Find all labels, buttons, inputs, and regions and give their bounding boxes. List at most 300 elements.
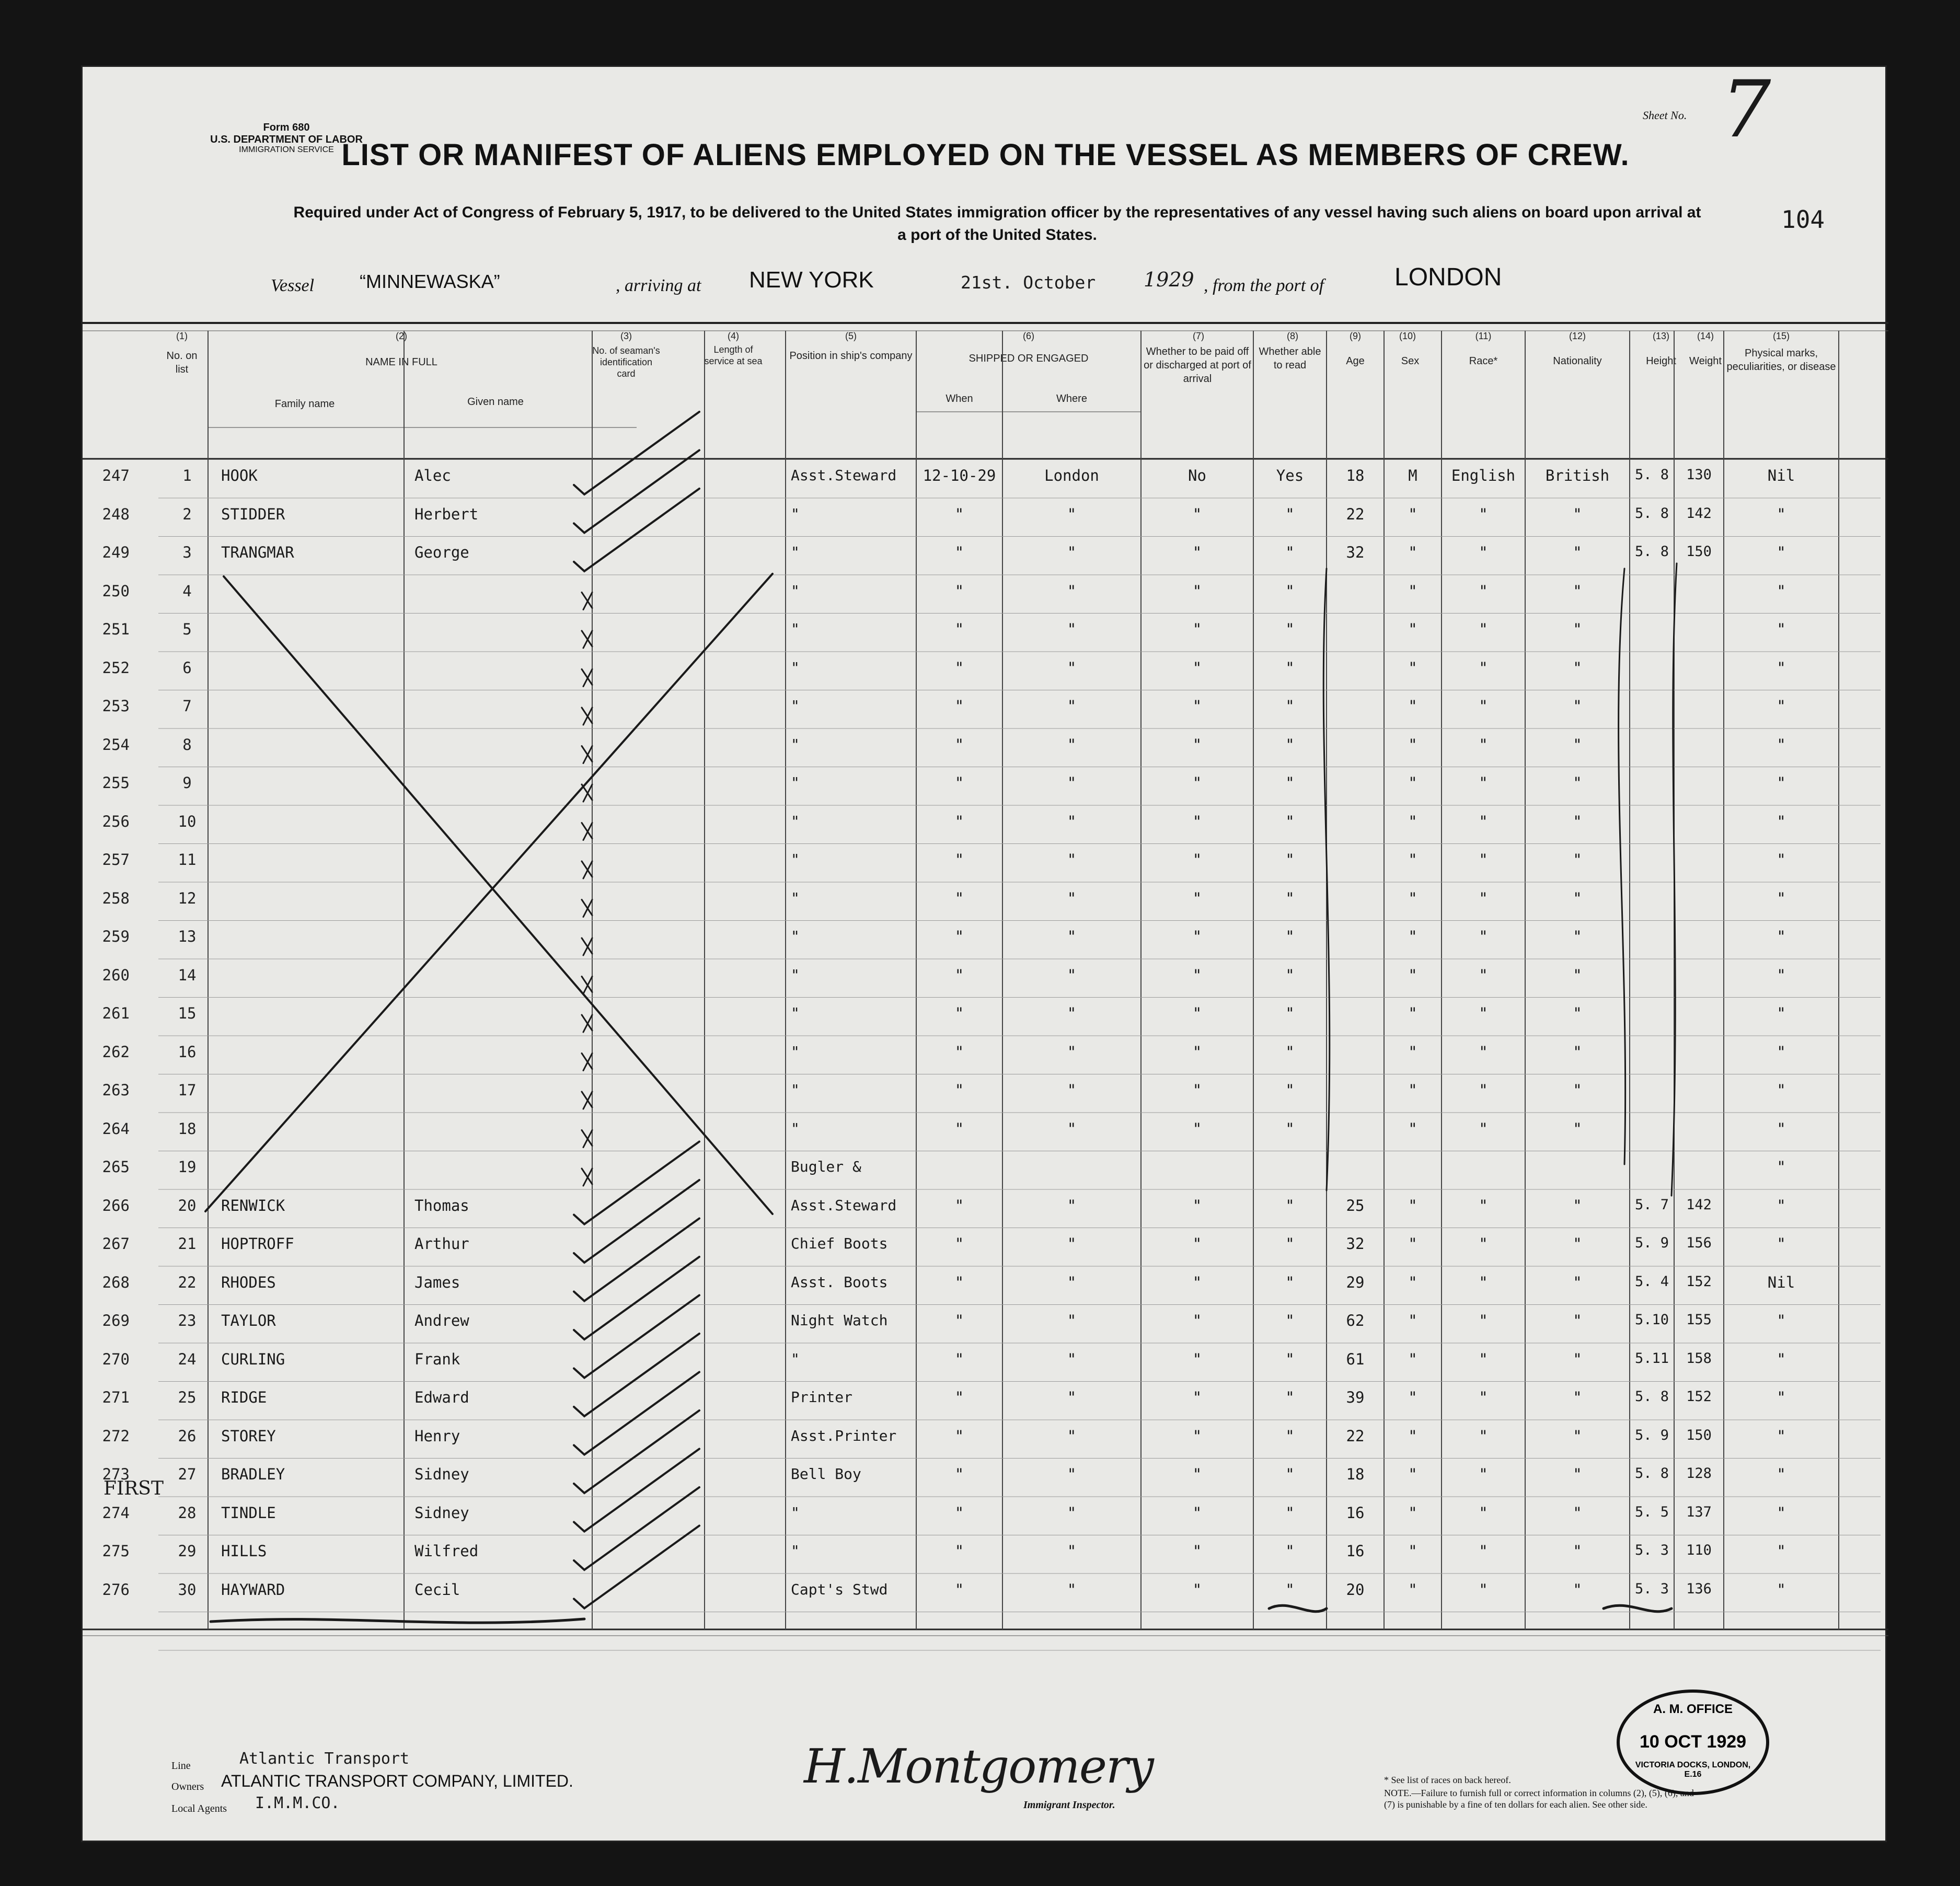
seq-number: 261 (102, 1004, 130, 1022)
position: " (791, 1350, 800, 1368)
sex: " (1408, 1312, 1417, 1329)
sex: " (1408, 1119, 1417, 1138)
paid-off: " (1192, 774, 1202, 792)
physical-marks: " (1777, 582, 1786, 600)
seq-number: 260 (102, 966, 130, 984)
page-title: LIST OR MANIFEST OF ALIENS EMPLOYED ON THE VESSEL AS MEMBERS OF CREW. (341, 138, 1630, 172)
shipped-where: " (1067, 1542, 1077, 1560)
paid-off: " (1192, 582, 1202, 600)
position: Chief Boots (791, 1235, 888, 1252)
shipped-where: " (1067, 1119, 1077, 1138)
shipped-where: " (1067, 1503, 1077, 1522)
paid-off: " (1192, 1465, 1202, 1483)
tick-x-mark (582, 1130, 592, 1148)
seq-number: 276 (102, 1580, 130, 1599)
nationality: " (1573, 1580, 1582, 1599)
physical-marks: " (1777, 1427, 1786, 1445)
seq-number: 267 (102, 1235, 130, 1253)
shipped-when: " (954, 697, 964, 715)
header-able-read: Whether able to read (1259, 346, 1321, 371)
given-name: Henry (414, 1427, 460, 1445)
sex: " (1408, 1273, 1417, 1291)
seq-number: 265 (102, 1158, 130, 1176)
family-name: HOPTROFF (221, 1235, 294, 1253)
race: " (1479, 1350, 1488, 1368)
sex: " (1408, 889, 1417, 907)
list-number: 22 (178, 1273, 197, 1291)
sex: " (1408, 1427, 1417, 1445)
height: 5. 9 (1634, 1427, 1669, 1443)
able-to-read: " (1285, 774, 1295, 792)
position: " (791, 928, 800, 945)
shipped-where: " (1067, 735, 1077, 754)
position: " (791, 889, 800, 907)
able-to-read: " (1285, 1273, 1295, 1291)
given-name: Herbert (414, 505, 479, 523)
header-when: When (946, 393, 973, 404)
header-shipped: SHIPPED OR ENGAGED (969, 353, 1089, 364)
race: " (1479, 966, 1488, 984)
nationality: " (1573, 1273, 1582, 1291)
paid-off: " (1192, 1235, 1202, 1253)
position: " (791, 1119, 800, 1137)
position: Bugler & (791, 1158, 861, 1175)
family-name: BRADLEY (221, 1465, 285, 1483)
shipped-when: " (954, 505, 964, 523)
physical-marks: " (1777, 1119, 1786, 1138)
shipped-when: " (954, 966, 964, 984)
physical-marks: " (1777, 1350, 1786, 1368)
able-to-read: " (1285, 889, 1295, 907)
tick-x-mark (582, 784, 592, 802)
col-num-15: (15) (1772, 331, 1790, 341)
able-to-read: " (1285, 1389, 1295, 1406)
weight: 136 (1686, 1580, 1712, 1597)
line-name: Atlantic Transport (239, 1750, 410, 1768)
owners-label: Owners (171, 1781, 204, 1792)
physical-marks: " (1777, 658, 1786, 677)
sex: " (1408, 1465, 1417, 1483)
nationality: " (1573, 1542, 1582, 1560)
able-to-read: " (1285, 1465, 1295, 1483)
arriving-label: , arriving at (616, 276, 701, 295)
shipped-when: " (954, 1465, 964, 1483)
race: " (1479, 889, 1488, 907)
race: " (1479, 505, 1488, 523)
strike-through-stroke (211, 1619, 584, 1623)
paid-off: " (1192, 851, 1202, 869)
shipped-when: " (954, 774, 964, 792)
shipped-when: " (954, 1350, 964, 1368)
position: " (791, 1503, 800, 1521)
given-name: George (414, 543, 469, 561)
shipped-where: " (1067, 620, 1077, 638)
given-name: Cecil (414, 1580, 460, 1599)
able-to-read: " (1285, 582, 1295, 600)
tick-x-mark (582, 1168, 592, 1186)
physical-marks: " (1777, 1465, 1786, 1483)
able-to-read: " (1285, 1427, 1295, 1445)
nationality: " (1573, 1503, 1582, 1522)
able-to-read: " (1285, 928, 1295, 945)
paid-off: " (1192, 658, 1202, 677)
given-name: Frank (414, 1350, 460, 1368)
inspector-label: Immigrant Inspector. (1023, 1799, 1115, 1811)
list-number: 6 (182, 658, 192, 677)
position: " (791, 1043, 800, 1060)
physical-marks: Nil (1767, 1273, 1795, 1291)
physical-marks: " (1777, 1503, 1786, 1522)
vertical-ditto-stroke (1619, 569, 1625, 1164)
physical-marks: " (1777, 543, 1786, 561)
paid-off: " (1192, 1542, 1202, 1560)
shipped-when: " (954, 1043, 964, 1061)
shipped-when: " (954, 1081, 964, 1099)
sex: " (1408, 1081, 1417, 1099)
shipped-when: " (954, 582, 964, 600)
shipped-where: " (1067, 1043, 1077, 1061)
physical-marks: " (1777, 1081, 1786, 1099)
able-to-read: " (1285, 1542, 1295, 1560)
list-number: 20 (178, 1196, 197, 1214)
vessel-label: Vessel (271, 276, 315, 295)
race: " (1479, 1081, 1488, 1099)
nationality: " (1573, 1389, 1582, 1406)
position: " (791, 851, 800, 868)
nationality: " (1573, 812, 1582, 830)
col-num-10: (10) (1399, 331, 1416, 341)
seq-number: 271 (102, 1389, 130, 1406)
position: " (791, 966, 800, 984)
physical-marks: " (1777, 812, 1786, 830)
race: " (1479, 774, 1488, 792)
given-name: Edward (414, 1389, 469, 1406)
height: 5. 4 (1634, 1273, 1669, 1290)
shipped-where: " (1067, 1235, 1077, 1253)
position: Capt's Stwd (791, 1580, 888, 1598)
height: 5. 8 (1634, 467, 1669, 483)
header-paid-off: Whether to be paid off or discharged at port of arrival (1144, 346, 1251, 385)
list-number: 1 (182, 467, 192, 484)
nationality: " (1573, 1196, 1582, 1214)
race: " (1479, 1312, 1488, 1329)
header-where: Where (1056, 393, 1087, 404)
list-number: 4 (182, 582, 192, 600)
list-number: 24 (178, 1350, 197, 1368)
paid-off: " (1192, 1580, 1202, 1599)
list-number: 12 (178, 889, 197, 907)
able-to-read: " (1285, 1312, 1295, 1329)
list-number: 9 (182, 774, 192, 792)
nationality: " (1573, 1043, 1582, 1061)
header-sex: Sex (1401, 355, 1420, 367)
sex: M (1408, 467, 1417, 484)
nationality: " (1573, 543, 1582, 561)
shipped-where: " (1067, 1427, 1077, 1445)
seq-number: 273 (102, 1465, 130, 1483)
shipped-where: " (1067, 928, 1077, 945)
family-name: HILLS (221, 1542, 267, 1560)
given-name: Thomas (414, 1196, 469, 1214)
seq-number: 264 (102, 1119, 130, 1138)
shipped-when: " (954, 658, 964, 677)
required-text-line1: Required under Act of Congress of February 5, 1917, to be delivered to the United States immigration officer by the representatives of any vessel having such aliens on board upon arrival at (293, 204, 1701, 221)
age: 18 (1346, 467, 1365, 484)
seq-number: 254 (102, 735, 130, 754)
height: 5. 7 (1634, 1196, 1669, 1213)
shipped-when: " (954, 543, 964, 561)
paid-off: " (1192, 812, 1202, 830)
agents-name: I.M.M.CO. (255, 1794, 340, 1812)
physical-marks: " (1777, 697, 1786, 715)
departure-port: LONDON (1394, 263, 1502, 291)
race: " (1479, 543, 1488, 561)
nationality: " (1573, 1312, 1582, 1329)
family-name: STOREY (221, 1427, 276, 1445)
able-to-read: " (1285, 1004, 1295, 1022)
strike-through-stroke (1269, 1605, 1327, 1612)
physical-marks: " (1777, 928, 1786, 945)
race: " (1479, 735, 1488, 754)
list-number: 17 (178, 1081, 197, 1099)
paid-off: No (1188, 467, 1206, 484)
service-name: IMMIGRATION SERVICE (239, 145, 334, 154)
header-race: Race* (1469, 355, 1498, 367)
list-number: 21 (178, 1235, 197, 1253)
race: " (1479, 1196, 1488, 1214)
shipped-when: " (954, 1389, 964, 1406)
family-name: HOOK (221, 467, 258, 484)
nationality: " (1573, 1081, 1582, 1099)
given-name: Wilfred (414, 1542, 479, 1560)
physical-marks: " (1777, 1580, 1786, 1599)
race: " (1479, 1580, 1488, 1599)
able-to-read: " (1285, 620, 1295, 638)
department-name: U.S. DEPARTMENT OF LABOR (210, 134, 363, 145)
able-to-read: " (1285, 1350, 1295, 1368)
sex: " (1408, 1503, 1417, 1522)
note-races: * See list of races on back hereof. (1384, 1775, 1511, 1785)
position: " (791, 735, 800, 753)
list-number: 5 (182, 620, 192, 638)
shipped-when: " (954, 1542, 964, 1560)
col-num-5: (5) (845, 331, 857, 341)
seq-number: 270 (102, 1350, 130, 1368)
shipped-when: " (954, 1580, 964, 1599)
header-seaman-card: No. of seaman's identification card (592, 345, 660, 379)
position: " (791, 1542, 800, 1559)
shipped-where: " (1067, 1196, 1077, 1214)
weight: 128 (1686, 1465, 1712, 1482)
manifest-sheet (81, 65, 1887, 1842)
sex: " (1408, 1196, 1417, 1214)
position: " (791, 697, 800, 714)
shipped-where: " (1067, 1273, 1077, 1291)
tick-x-mark (582, 861, 592, 878)
given-name: Sidney (414, 1465, 469, 1483)
shipped-when: " (954, 889, 964, 907)
family-name: RIDGE (221, 1389, 267, 1406)
nationality: " (1573, 1427, 1582, 1445)
shipped-where: " (1067, 543, 1077, 561)
able-to-read: " (1285, 851, 1295, 869)
header-position: Position in ship's company (789, 350, 913, 362)
age: 22 (1346, 1427, 1365, 1445)
shipped-when: " (954, 1196, 964, 1214)
able-to-read: " (1285, 1043, 1295, 1061)
age: 32 (1346, 1235, 1365, 1253)
sex: " (1408, 966, 1417, 984)
height: 5. 9 (1634, 1235, 1669, 1251)
shipped-when: 12-10-29 (923, 467, 996, 484)
able-to-read: " (1285, 1503, 1295, 1522)
shipped-when: " (954, 620, 964, 638)
physical-marks: " (1777, 1196, 1786, 1214)
nationality: " (1573, 774, 1582, 792)
shipped-when: " (954, 851, 964, 869)
seq-number: 258 (102, 889, 130, 907)
race: " (1479, 1389, 1488, 1406)
sex: " (1408, 582, 1417, 600)
family-name: TAYLOR (221, 1312, 276, 1329)
tick-x-mark (582, 708, 592, 725)
seq-number: 256 (102, 812, 130, 830)
arrival-date: 21st. October (961, 272, 1096, 293)
physical-marks: " (1777, 1542, 1786, 1560)
stamp-bottom-text: VICTORIA DOCKS, LONDON, E.16 (1635, 1761, 1751, 1779)
form-number: Form 680 (263, 122, 310, 133)
height: 5. 8 (1634, 1389, 1669, 1405)
shipped-where: " (1067, 774, 1077, 792)
seq-number: 250 (102, 582, 130, 600)
age: 18 (1346, 1465, 1365, 1483)
position: " (791, 543, 800, 561)
family-name: RHODES (221, 1273, 276, 1291)
sex: " (1408, 543, 1417, 561)
paid-off: " (1192, 1427, 1202, 1445)
race: " (1479, 851, 1488, 869)
seq-number: 263 (102, 1081, 130, 1099)
paid-off: " (1192, 1081, 1202, 1099)
nationality: " (1573, 505, 1582, 523)
from-port-label: , from the port of (1204, 276, 1324, 295)
shipped-where: " (1067, 812, 1077, 830)
seq-number: 257 (102, 851, 130, 869)
age: 20 (1346, 1580, 1365, 1599)
position: " (791, 1081, 800, 1098)
paid-off: " (1192, 1503, 1202, 1522)
position: Printer (791, 1389, 853, 1406)
age: 16 (1346, 1503, 1365, 1522)
sex: " (1408, 697, 1417, 715)
position: Asst.Steward (791, 467, 897, 484)
position: " (791, 658, 800, 676)
tick-x-mark (582, 1054, 592, 1071)
header-physical-marks: Physical marks, peculiarities, or disease (1726, 348, 1836, 373)
given-name: Alec (414, 467, 451, 484)
tick-x-mark (582, 631, 592, 648)
tick-x-mark (582, 938, 592, 955)
height: 5. 3 (1634, 1580, 1669, 1597)
height: 5.11 (1634, 1350, 1669, 1367)
paid-off: " (1192, 505, 1202, 523)
paid-off: " (1192, 1119, 1202, 1138)
paid-off: " (1192, 1389, 1202, 1406)
paid-off: " (1192, 697, 1202, 715)
tick-x-mark (582, 823, 592, 840)
race: " (1479, 1503, 1488, 1522)
list-number: 29 (178, 1542, 197, 1560)
shipped-where: " (1067, 889, 1077, 907)
age: 22 (1346, 505, 1365, 523)
seq-number: 272 (102, 1427, 130, 1445)
cross-out-stroke (224, 576, 773, 1214)
col-num-14: (14) (1697, 331, 1714, 341)
header-height: Height (1646, 355, 1676, 367)
weight: 156 (1686, 1235, 1712, 1251)
tick-x-mark (582, 746, 592, 763)
seq-number: 251 (102, 620, 130, 638)
race: " (1479, 620, 1488, 638)
sex: " (1408, 774, 1417, 792)
sex: " (1408, 1004, 1417, 1022)
race: " (1479, 1273, 1488, 1291)
family-name: STIDDER (221, 505, 285, 523)
physical-marks: " (1777, 966, 1786, 984)
sex: " (1408, 1350, 1417, 1368)
list-number: 14 (178, 966, 197, 984)
able-to-read: " (1285, 1119, 1295, 1138)
height: 5.10 (1634, 1312, 1669, 1328)
shipped-when: " (954, 1427, 964, 1445)
list-number: 7 (182, 697, 192, 715)
tick-x-mark (582, 977, 592, 994)
weight: 142 (1686, 505, 1712, 522)
nationality: " (1573, 620, 1582, 638)
list-number: 10 (178, 812, 197, 830)
able-to-read: " (1285, 543, 1295, 561)
header-name-in-full: NAME IN FULL (365, 356, 437, 368)
header-no-on-list: No. on list (166, 350, 198, 375)
race: " (1479, 928, 1488, 945)
physical-marks: " (1777, 505, 1786, 523)
list-number: 11 (178, 851, 197, 869)
position: " (791, 1004, 800, 1022)
sex: " (1408, 1235, 1417, 1253)
seq-number: 262 (102, 1043, 130, 1061)
sex: " (1408, 735, 1417, 754)
shipped-when: " (954, 1503, 964, 1522)
race: " (1479, 1542, 1488, 1560)
age: 32 (1346, 543, 1365, 561)
position: Bell Boy (791, 1465, 861, 1483)
race: " (1479, 582, 1488, 600)
height: 5. 8 (1634, 505, 1669, 522)
shipped-where: " (1067, 697, 1077, 715)
col-num-6: (6) (1023, 331, 1034, 341)
able-to-read: " (1285, 966, 1295, 984)
paid-off: " (1192, 735, 1202, 754)
shipped-where: " (1067, 505, 1077, 523)
sex: " (1408, 505, 1417, 523)
position: Asst.Steward (791, 1196, 897, 1214)
agents-label: Local Agents (171, 1803, 227, 1814)
note-penalty: NOTE.—Failure to furnish full or correct information in columns (2), (5), (6), and (7) is punishable by a fine of ten dollars for each alien. See other side. (1384, 1788, 1694, 1810)
header-family-name: Family name (274, 398, 335, 410)
able-to-read: Yes (1276, 467, 1304, 484)
family-name: HAYWARD (221, 1580, 285, 1599)
seq-number: 255 (102, 774, 130, 792)
